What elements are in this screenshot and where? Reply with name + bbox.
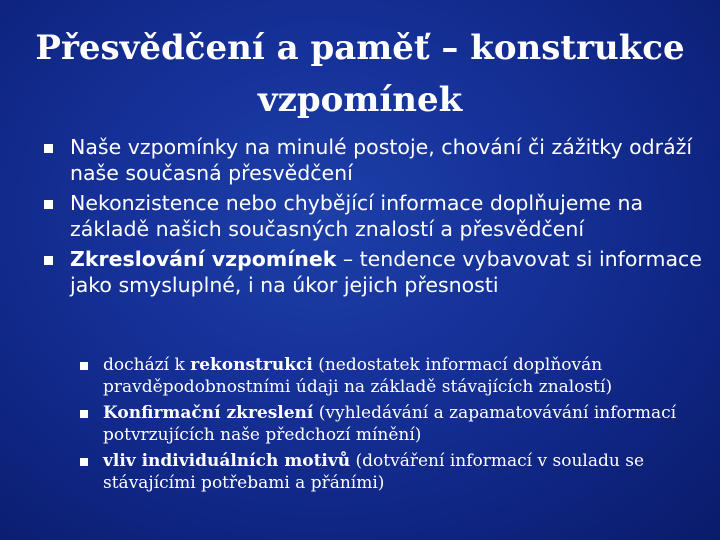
sub-bullet-item xyxy=(80,450,690,494)
sub-bullet-item xyxy=(80,354,690,398)
sub-bullet-text: (dotváření informací v souladu se stávajícími potřebami a přáními) xyxy=(103,451,645,493)
sub-bullet-bold-text: vliv individuálních motivů xyxy=(103,451,351,471)
square-bullet-icon xyxy=(80,458,88,466)
bullet-text: Naše vzpomínky na minulé postoje, chování či zážitky odráží naše současná přesvědčení xyxy=(70,135,693,185)
sub-bullet-text: (vyhledávání a zapamatovávání informací potvrzujících naše předchozí mínění) xyxy=(103,403,677,445)
square-bullet-icon xyxy=(80,362,88,370)
bullet-item xyxy=(44,134,704,186)
sub-bullet-list xyxy=(80,354,690,498)
bullet-text: – tendence vybavovat si informace jako smysluplné, i na úkor jejich přesnosti xyxy=(70,247,702,297)
sub-bullet-bold-text: Konfirmační zkreslení xyxy=(103,403,314,423)
bullet-item xyxy=(44,246,704,298)
square-bullet-icon xyxy=(44,200,53,209)
square-bullet-icon xyxy=(80,410,88,418)
sub-bullet-item xyxy=(80,402,690,446)
square-bullet-icon xyxy=(44,256,53,265)
sub-bullet-prefix: dochází k xyxy=(103,355,191,375)
main-bullet-list xyxy=(44,134,704,302)
square-bullet-icon xyxy=(44,144,53,153)
slide-title: Přesvědčení a paměť – konstrukce vzpomínek xyxy=(35,28,685,120)
bullet-item xyxy=(44,190,704,242)
bullet-bold-text: Zkreslování vzpomínek xyxy=(70,247,337,271)
sub-bullet-bold-text: rekonstrukci xyxy=(190,355,313,375)
sub-bullet-text: (nedostatek informací doplňován pravděpodobnostními údaji na základě stávajících znalostí) xyxy=(103,355,613,397)
bullet-text: Nekonzistence nebo chybějící informace doplňujeme na základě našich současných znalostí a přesvědčení xyxy=(70,191,644,241)
